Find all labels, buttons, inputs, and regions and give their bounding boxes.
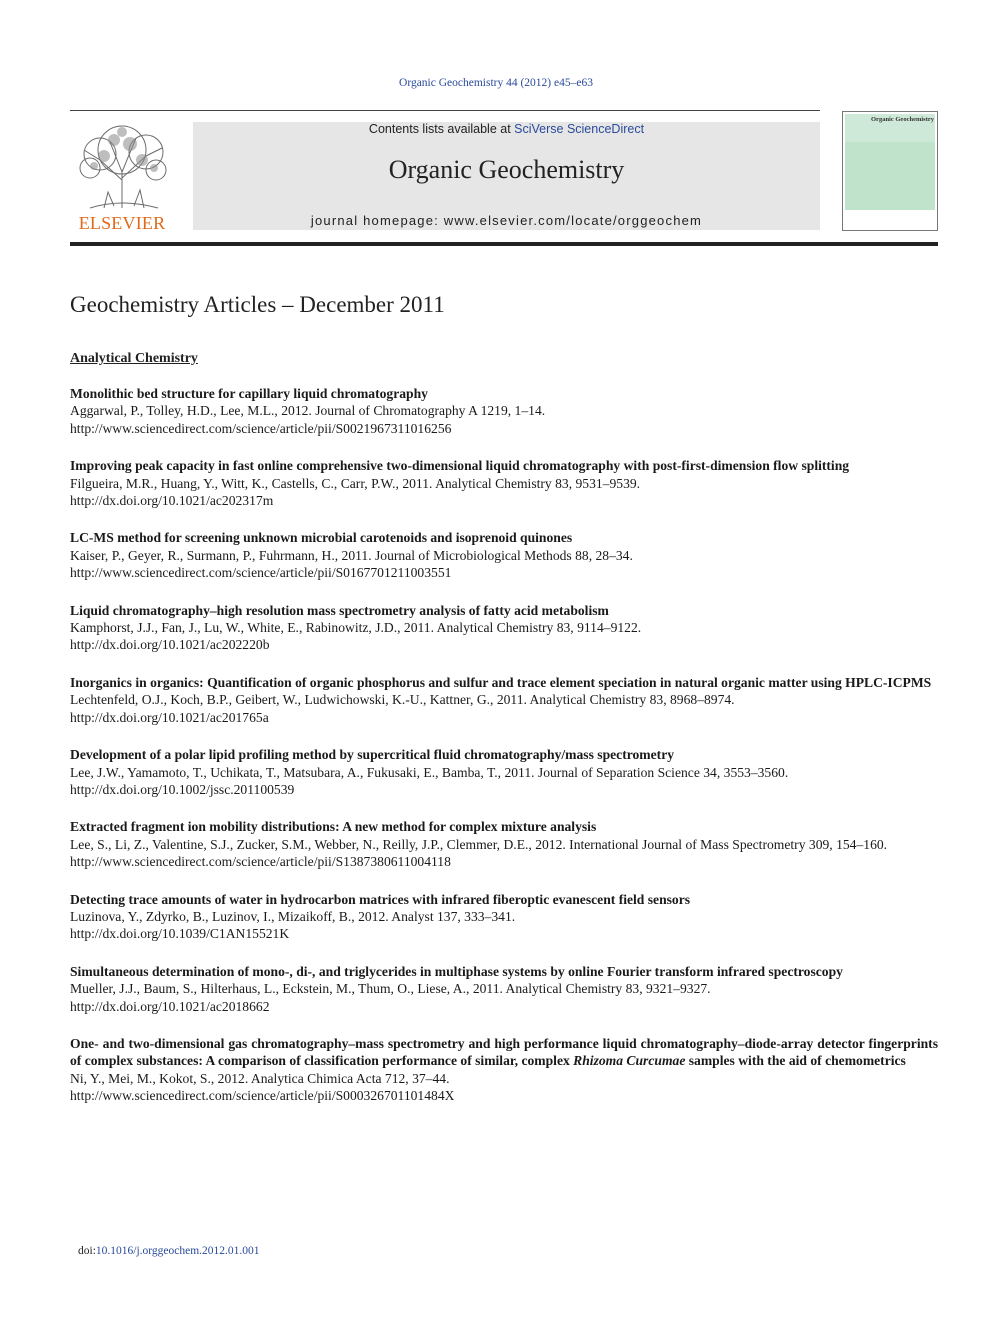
article-title: Inorganics in organics: Quantification of organic phosphorus and sulfur and trace element speciation in natural organic matter using HPLC-ICPMS [70, 674, 932, 690]
contents-prefix: Contents lists available at [368, 122, 515, 136]
article-title: LC-MS method for screening unknown microbial carotenoids and isoprenoid quinones [70, 530, 573, 546]
doi-prefix: doi: [78, 1245, 96, 1257]
article-item [70, 1035, 938, 1105]
article-item [70, 529, 938, 581]
article-item [70, 746, 938, 798]
article-item [70, 602, 938, 654]
article-url[interactable]: http://dx.doi.org/10.1002/jssc.201100539 [70, 781, 295, 797]
contents-line [193, 122, 820, 136]
elsevier-logo-text: ELSEVIER [78, 213, 166, 233]
article-reference: Aggarwal, P., Tolley, H.D., Lee, M.L., 2012. Journal of Chromatography A 1219, 1–14. [70, 403, 546, 419]
article-title-italic: Rhizoma Curcumae [573, 1053, 686, 1069]
article-reference: Filgueira, M.R., Huang, Y., Witt, K., Castells, C., Carr, P.W., 2011. Analytical Chemistry 83, 9531–9539. [70, 475, 641, 491]
journal-banner [193, 122, 820, 230]
article-reference: Luzinova, Y., Zdyrko, B., Luzinov, I., Mizaikoff, B., 2012. Analyst 137, 333–341. [70, 908, 516, 924]
article-reference: Lechtenfeld, O.J., Koch, B.P., Geibert, W., Ludwichowski, K.-U., Kattner, G., 2011. Analytical Chemistry 83, 8968–8974. [70, 692, 735, 708]
article-url[interactable]: http://dx.doi.org/10.1021/ac201765a [70, 709, 269, 725]
sciencedirect-link[interactable]: SciVerse ScienceDirect [514, 122, 645, 136]
journal-citation: Organic Geochemistry 44 (2012) e45–e63 [399, 77, 593, 89]
cover-body [845, 142, 935, 210]
article-title: Simultaneous determination of mono-, di-, and triglycerides in multiphase systems by online Fourier transform infrared spectroscopy [70, 963, 843, 979]
cover-footer [845, 210, 935, 228]
article-item [70, 818, 938, 870]
article-url[interactable]: http://www.sciencedirect.com/science/article/pii/S0167701211003551 [70, 565, 452, 581]
article-url[interactable]: http://dx.doi.org/10.1021/ac202317m [70, 493, 274, 509]
article-list [70, 385, 938, 1125]
journal-homepage[interactable]: journal homepage: www.elsevier.com/locate/orggeochem [310, 213, 703, 228]
article-item [70, 674, 938, 726]
elsevier-logo [70, 120, 174, 232]
journal-cover-thumbnail [842, 111, 938, 231]
article-title-part: samples with the aid of chemometrics [685, 1053, 906, 1069]
article-url[interactable]: http://dx.doi.org/10.1039/C1AN15521K [70, 926, 290, 942]
article-title: Detecting trace amounts of water in hydrocarbon matrices with infrared fiberoptic evanescent field sensors [70, 891, 691, 907]
article-reference: Ni, Y., Mei, M., Kokot, S., 2012. Analytica Chimica Acta 712, 37–44. [70, 1070, 450, 1086]
article-reference: Lee, S., Li, Z., Valentine, S.J., Zucker, S.M., Webber, N., Reilly, J.P., Clemmer, D.E., 2012. International Journal of Mass Spectrometry 309, 154–160. [70, 836, 888, 852]
header-divider [70, 110, 820, 111]
article-reference: Kamphorst, J.J., Fan, J., Lu, W., White, E., Rabinowitz, J.D., 2011. Analytical Chemistry 83, 9114–9122. [70, 620, 642, 636]
cover-title: Organic Geochemistry [871, 116, 934, 123]
article-title: Improving peak capacity in fast online comprehensive two-dimensional liquid chromatography with post-first-dimension flow splitting [70, 458, 850, 474]
section-heading: Analytical Chemistry [70, 351, 198, 366]
article-title [70, 1035, 938, 1070]
article-reference: Kaiser, P., Geyer, R., Surmann, P., Fuhrmann, H., 2011. Journal of Microbiological Methods 88, 28–34. [70, 547, 633, 563]
article-item [70, 891, 938, 943]
article-title: Development of a polar lipid profiling method by supercritical fluid chromatography/mass spectrometry [70, 747, 675, 763]
journal-title: Organic Geochemistry [388, 155, 625, 184]
article-title-part: One- and two-dimensional gas chromatography–mass spectrometry and high performance liquid chromatography–diode-array detector fingerprints of complex substances: A comparison of classification performance of similar, complex [70, 1035, 938, 1069]
article-item [70, 963, 938, 1015]
article-item [70, 385, 938, 437]
tree-icon [70, 120, 174, 212]
article-reference: Mueller, J.J., Baum, S., Hilterhaus, L., Eckstein, M., Thum, O., Liese, A., 2011. Analytical Chemistry 83, 9321–9327. [70, 981, 711, 997]
page-title: Geochemistry Articles – December 2011 [70, 292, 445, 317]
article-url[interactable]: http://dx.doi.org/10.1021/ac2018662 [70, 998, 270, 1014]
article-item [70, 457, 938, 509]
article-url[interactable]: http://www.sciencedirect.com/science/article/pii/S1387380611004118 [70, 854, 451, 870]
article-url[interactable]: http://www.sciencedirect.com/science/article/pii/S000326701101484X [70, 1088, 455, 1104]
article-url[interactable]: http://dx.doi.org/10.1021/ac202220b [70, 637, 270, 653]
article-reference: Lee, J.W., Yamamoto, T., Uchikata, T., Matsubara, A., Fukusaki, E., Bamba, T., 2011. Journal of Separation Science 34, 3553–3560. [70, 764, 789, 780]
doi-link[interactable]: 10.1016/j.orggeochem.2012.01.001 [95, 1245, 260, 1257]
article-url[interactable]: http://www.sciencedirect.com/science/article/pii/S0021967311016256 [70, 420, 452, 436]
article-title: Extracted fragment ion mobility distributions: A new method for complex mixture analysis [70, 819, 597, 835]
article-title: Monolithic bed structure for capillary liquid chromatography [70, 386, 428, 401]
article-title: Liquid chromatography–high resolution mass spectrometry analysis of fatty acid metabolism [70, 602, 609, 618]
doi-line [78, 1245, 260, 1257]
header-rule [70, 242, 938, 246]
